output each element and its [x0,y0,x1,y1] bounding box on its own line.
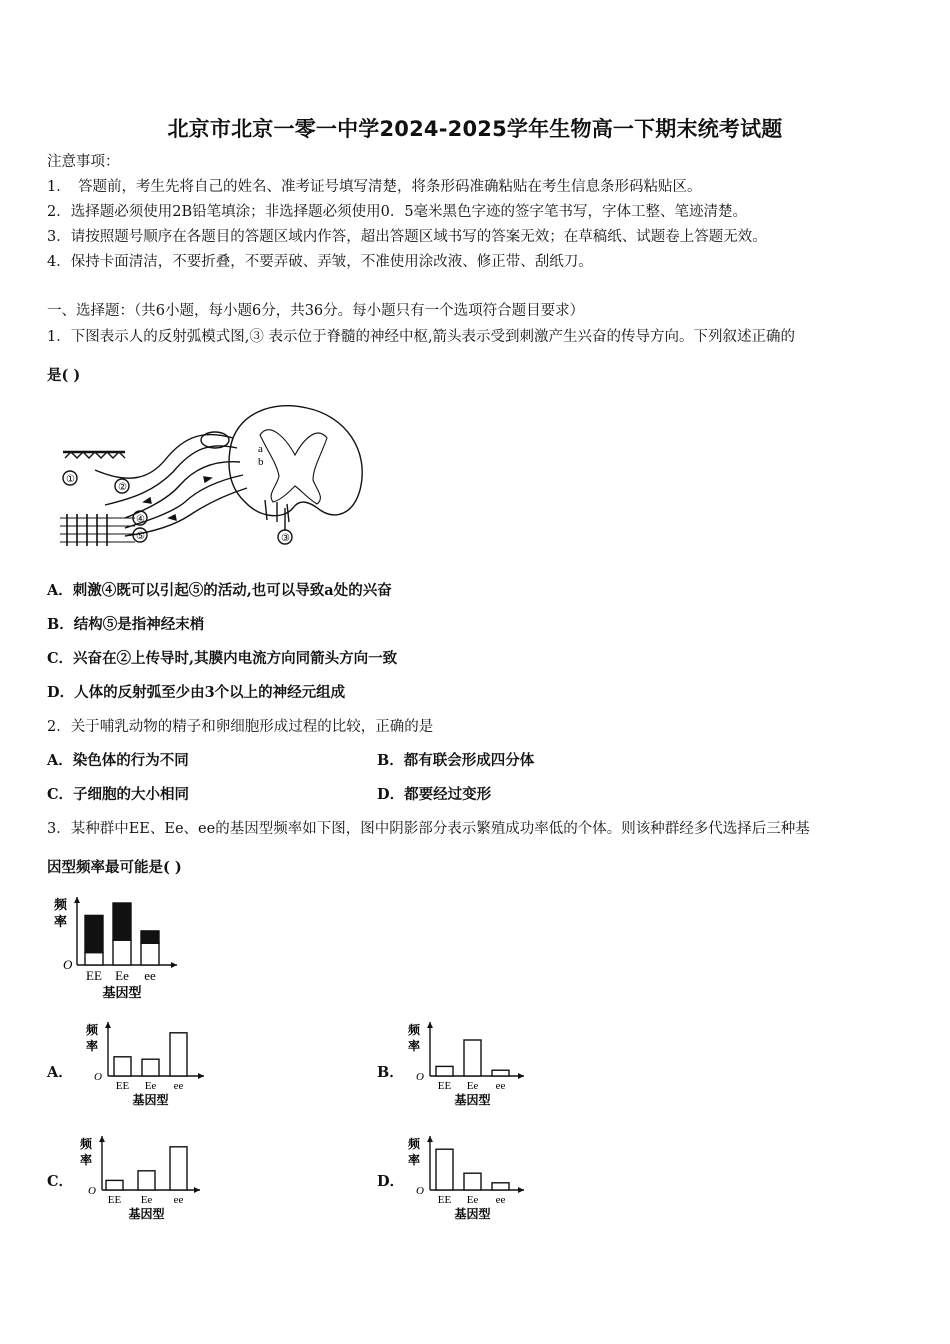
q2-option-c: C．子细胞的大小相同 [47,786,190,803]
q3-chart-b [404,1020,534,1112]
q3-option-d-letter: D． [377,1173,405,1190]
bar [436,1149,453,1190]
label-4: ④ [136,514,145,525]
y-axis-arrow [427,1136,433,1142]
x-axis-arrow [171,962,177,968]
q3-stem-cont: 因型频率最可能是( ) [47,859,182,876]
q3-stem: 3．某种群中EE、Ee、ee的基因型频率如下图，图中阴影部分表示繁殖成功率低的个体。则该种群经多代选择后三种基 [47,821,810,837]
x-axis-arrow [198,1073,204,1079]
x-axis-arrow [518,1073,524,1079]
y-axis-label: 频 [86,1023,99,1037]
y-axis-label: 率 [86,1039,99,1053]
y-axis-label: 率 [408,1039,421,1053]
x-tick-label: Ee [115,968,129,983]
bar [138,1171,155,1190]
q1-option-b: B．结构⑤是指神经末梢 [47,616,205,633]
x-tick-label: EE [437,1194,452,1206]
y-axis-label: 率 [54,914,68,929]
label-5: ⑤ [136,531,145,542]
label-b: b [258,456,264,468]
x-tick-label: Ee [140,1194,153,1206]
bar [492,1183,509,1190]
label-a: a [258,443,263,455]
q2-option-b: B．都有联会形成四分体 [377,752,535,769]
label-1: ① [66,474,75,485]
x-tick-label: EE [107,1194,122,1206]
x-axis-label: 基因型 [128,1207,165,1221]
bar [114,1057,131,1076]
q1-option-c: C．兴奋在②上传导时,其膜内电流方向同箭头方向一致 [47,650,398,667]
note-item: 2．选择题必须使用2B铅笔填涂；非选择题必须使用0．5毫米黑色字迹的签字笔书写，字体工整、笔迹清楚。 [47,204,748,220]
q2-stem: 2．关于哺乳动物的精子和卵细胞形成过程的比较，正确的是 [47,719,434,735]
q3-chart-a [78,1020,208,1112]
notes-heading: 注意事项： [47,154,120,170]
q2-option-d: D．都要经过变形 [377,786,492,803]
q3-main-chart [45,893,185,1008]
bar [464,1040,481,1076]
q2-option-a: A．染色体的行为不同 [47,752,189,769]
x-tick-label: ee [495,1080,506,1092]
origin-label: O [63,957,73,972]
note-item: 3．请按照题号顺序在各题目的答题区域内作答，超出答题区域书写的答案无效；在草稿纸、试题卷上答题无效。 [47,229,767,245]
origin-label: O [94,1071,102,1083]
x-axis-label: 基因型 [454,1207,491,1221]
bar [464,1173,481,1190]
y-axis-label: 率 [80,1153,93,1167]
x-tick-label: Ee [144,1080,157,1092]
bar [170,1033,187,1076]
y-axis-label: 频 [54,897,68,912]
x-axis-label: 基因型 [102,985,142,1000]
x-tick-label: ee [495,1194,506,1206]
note-item: 4．保持卡面清洁，不要折叠，不要弄破、弄皱，不准使用涂改液、修正带、刮纸刀。 [47,254,593,270]
reflex-arc-figure [55,390,375,555]
label-3: ③ [281,533,290,544]
q1-stem: 1．下图表示人的反射弧模式图,③ 表示位于脊髓的神经中枢,箭头表示受到刺激产生兴奋的传导方向。下列叙述正确的 [47,329,796,345]
q3-option-b-letter: B． [377,1064,404,1081]
bar [436,1066,453,1076]
origin-label: O [88,1185,96,1197]
x-tick-label: Ee [466,1080,479,1092]
y-axis-arrow [74,897,80,903]
bar-shaded [85,915,103,952]
bar-normal [85,953,103,965]
bar-shaded [141,931,159,943]
y-axis-label: 率 [408,1153,421,1167]
y-axis-label: 频 [408,1023,421,1037]
bar [170,1147,187,1190]
bar [142,1059,159,1076]
x-tick-label: EE [115,1080,130,1092]
q3-option-c-letter: C． [47,1173,74,1190]
q3-chart-c [70,1134,210,1226]
bar [492,1070,509,1076]
y-axis-arrow [427,1022,433,1028]
origin-label: O [416,1071,424,1083]
section-heading: 一、选择题：（共6小题，每小题6分，共36分。每小题只有一个选项符合题目要求） [47,303,585,319]
origin-label: O [416,1185,424,1197]
x-tick-label: ee [173,1080,184,1092]
x-tick-label: ee [144,968,156,983]
y-axis-arrow [99,1136,105,1142]
y-axis-label: 频 [408,1137,421,1151]
y-axis-arrow [105,1022,111,1028]
x-axis-label: 基因型 [132,1093,169,1107]
q3-option-a-letter: A． [47,1064,73,1081]
x-axis-arrow [194,1187,200,1193]
q1-stem-cont: 是( ) [47,367,81,384]
x-tick-label: ee [173,1194,184,1206]
y-axis-label: 频 [80,1137,93,1151]
bar-shaded [113,903,131,940]
x-tick-label: Ee [466,1194,479,1206]
bar [106,1180,123,1190]
q1-option-a: A．刺激④既可以引起⑤的活动,也可以导致a处的兴奋 [47,582,392,599]
bar-normal [113,940,131,965]
note-item: 1． 答题前，考生先将自己的姓名、准考证号填写清楚，将条形码准确粘贴在考生信息条形码粘贴区。 [47,179,702,195]
page-title: 北京市北京一零一中学2024-2025学年生物高一下期末统考试题 [167,117,783,141]
q3-chart-d [404,1134,534,1226]
x-axis-label: 基因型 [454,1093,491,1107]
bar-normal [141,943,159,965]
label-2: ② [118,482,127,493]
x-tick-label: EE [437,1080,452,1092]
q1-option-d: D．人体的反射弧至少由3个以上的神经元组成 [47,684,346,701]
x-axis-arrow [518,1187,524,1193]
x-tick-label: EE [86,968,102,983]
